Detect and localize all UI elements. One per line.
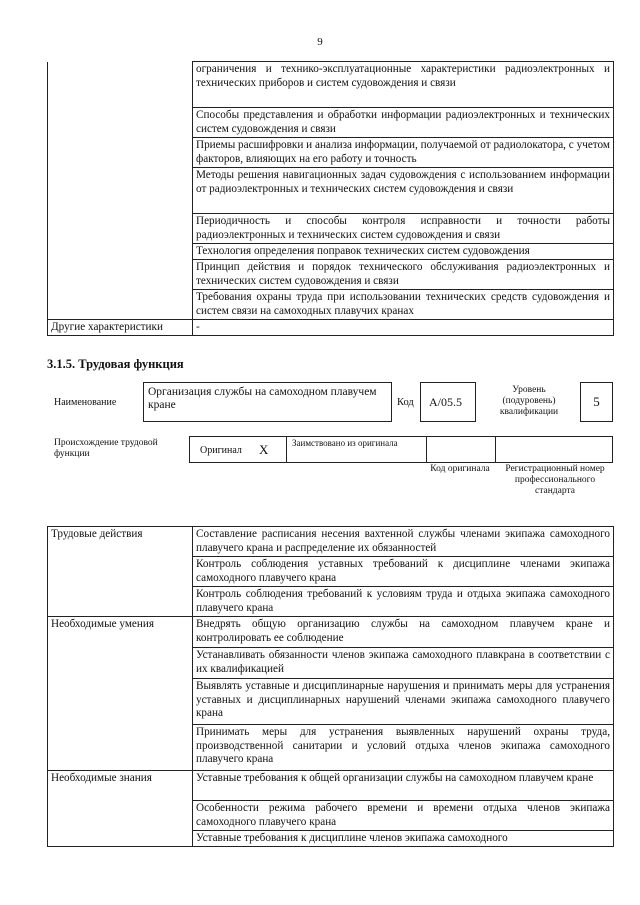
group-label-actions: Трудовые действия [48, 527, 193, 617]
name-label: Наименование [54, 397, 117, 408]
code-original-caption: Код оригинала [430, 464, 490, 474]
knowledge-table-continued [47, 61, 614, 336]
table-row: Устанавливать обязанности членов экипажа самоходного плавкрана в соответствии с их квалификацией [193, 648, 614, 679]
level-box [580, 382, 613, 422]
table-row: Приемы расшифровки и анализа информации, получаемой от радиолокатора, с учетом факторов, влияющих на его работу и точность [193, 138, 614, 168]
table-row: Технология определения поправок технических систем судовождения [193, 244, 614, 260]
empty-category-cell [48, 214, 193, 244]
page-number: 9 [317, 36, 323, 48]
table-row: Выявлять уставные и дисциплинарные нарушения и принимать меры для устранения уставных и дисциплинарных нарушений членами экипажа самоходного плавучего крана [193, 679, 614, 725]
table-row: Контроль соблюдения уставных требований к дисциплине членами экипажа самоходного плавучего крана [193, 557, 614, 587]
registration-number-caption: Регистрационный номер профессионального стандарта [505, 464, 605, 496]
table-row: Уставные требования к дисциплине членов экипажа самоходного [193, 831, 614, 847]
empty-category-cell [48, 138, 193, 168]
section-title: 3.1.5. Трудовая функция [47, 357, 184, 371]
original-mark: X [259, 442, 269, 457]
table-row: Составление расписания несения вахтенной службы членами экипажа самоходного плавучего крана и распределение их обязанностей [193, 527, 614, 557]
code-box [420, 382, 476, 422]
empty-category-cell [48, 260, 193, 290]
table-row: Методы решения навигационных задач судовождения с использованием информации от радиоэлектронных и технических систем судовождения и связи [193, 168, 614, 214]
origin-table [189, 436, 613, 463]
empty-category-cell [48, 290, 193, 320]
empty-category-cell [48, 108, 193, 138]
level-value: 5 [593, 394, 600, 409]
table-row: Уставные требования к общей организации службы на самоходном плавучем кране [193, 771, 614, 801]
table-row: Периодичность и способы контроля исправности и точности работы радиоэлектронных и технических систем судовождения и связи [193, 214, 614, 244]
empty-category-cell [48, 244, 193, 260]
other-characteristics-label: Другие характеристики [48, 320, 193, 336]
function-name-value: Организация службы на самоходном плавучем кране [148, 386, 377, 411]
table-row: Требования охраны труда при использовании технических средств судовождения и систем связи на самоходных плавучих кранах [193, 290, 614, 320]
group-label-skills: Необходимые умения [48, 617, 193, 771]
empty-category-cell [48, 62, 193, 108]
labor-function-table [47, 526, 614, 847]
level-label: Уровень (подуровень) квалификации [499, 385, 559, 417]
origin-label: Происхождение трудовой функции [54, 438, 158, 459]
borrowed-label: Заимствовано из оригинала [292, 438, 398, 448]
original-label: Оригинал [200, 445, 242, 456]
divider [426, 436, 427, 463]
divider [286, 436, 287, 463]
table-row: Принимать меры для устранения выявленных нарушений охраны труда, производственной санитарии и условий отдыха членов экипажа самоходного плавучего крана [193, 725, 614, 771]
table-row: Внедрять общую организацию службы на самоходном плавучем кране и контролировать ее соблюдение [193, 617, 614, 648]
table-row: Контроль соблюдения требований к условиям труда и отдыха экипажа самоходного плавучего крана [193, 587, 614, 617]
table-row: Принцип действия и порядок технического обслуживания радиоэлектронных и технических систем судовождения и связи [193, 260, 614, 290]
empty-category-cell [48, 168, 193, 214]
function-name-box [143, 382, 392, 422]
group-label-knowledge: Необходимые знания [48, 771, 193, 847]
other-characteristics-value: - [193, 320, 614, 336]
divider [495, 436, 496, 463]
code-label: Код [397, 397, 414, 408]
table-row: ограничения и технико-эксплуатационные характеристики радиоэлектронных и технических приборов и систем судовождения и связи [193, 62, 614, 108]
table-row: Особенности режима рабочего времени и времени отдыха членов экипажа самоходного плавучего крана [193, 801, 614, 831]
code-value: А/05.5 [429, 395, 462, 409]
table-row: Способы представления и обработки информации радиоэлектронных и технических систем судовождения и связи [193, 108, 614, 138]
